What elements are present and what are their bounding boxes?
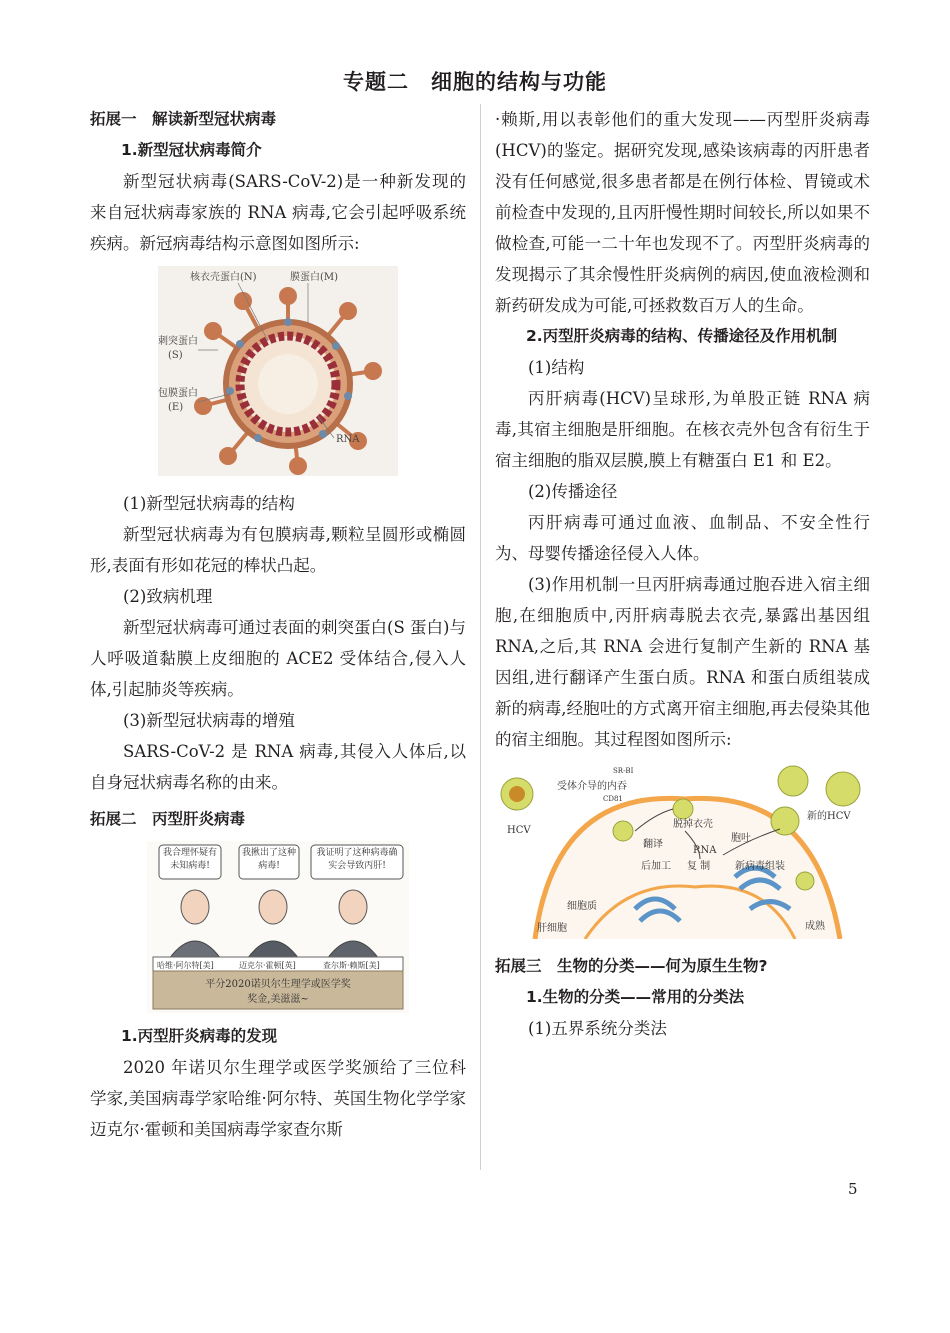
banner-line1: 平分2020诺贝尔生理学或医学奖 — [205, 979, 351, 990]
label-s-protein-abbr: (S) — [168, 350, 183, 361]
nobel-cartoon-svg — [147, 841, 409, 1013]
virus-structure-svg — [158, 266, 398, 476]
ext2-heading: 拓展二 丙型肝炎病毒 — [90, 810, 246, 828]
label-n-protein: 核衣壳蛋白(N) — [190, 272, 257, 283]
transmission-paragraph: 丙肝病毒可通过血液、血制品、不安全性行为、母婴传播途径侵入人体。 — [495, 513, 870, 563]
bubble-alter: 我合理怀疑有未知病毒! — [162, 848, 217, 871]
bubble-houghton: 我揪出了这种病毒! — [241, 848, 296, 871]
label-exocytosis: 胞吐 — [731, 833, 751, 844]
label-rna: RNA — [336, 434, 360, 445]
label-cd81: CD81 — [603, 795, 623, 803]
structure-paragraph: 丙肝病毒(HCV)呈球形,为单股正链 RNA 病毒,其宿主细胞是肝细胞。在核衣壳外包含有衍生于宿主细胞的脂双层膜,膜上有糖蛋白 E1 和 E2。 — [495, 389, 870, 470]
nobel-cartoon-figure — [147, 841, 409, 1013]
bubble-rice: 我证明了这种病毒确实会导致丙肝! — [316, 848, 398, 871]
label-e-protein-abbr: (E) — [168, 402, 184, 413]
banner-line2: 奖金,美滋滋~ — [247, 994, 309, 1005]
ext3-heading: 拓展三 生物的分类——何为原生生物? — [495, 957, 768, 975]
label-rna: RNA — [693, 845, 717, 856]
mechanism-paragraph: (3)作用机制一旦丙肝病毒通过胞吞进入宿主细胞,在细胞质中,丙肝病毒脱去衣壳,暴露出基因组 RNA,之后,其 RNA 会进行复制产生新的 RNA 基因组,进行翻译产生蛋白质。RNA 和蛋白质组装成新的病毒,经胞吐的方式离开宿主细胞,再去侵染其他的宿主细胞。其过程图如图所示: — [495, 575, 870, 749]
item1-title: (1)新型冠状病毒的结构 — [123, 494, 295, 513]
label-translation: 翻译 — [643, 839, 663, 850]
label-maturation: 成熟 — [805, 921, 825, 932]
hcv-structure-heading: 2.丙型肝炎病毒的结构、传播途径及作用机制 — [526, 327, 838, 345]
label-new-hcv: 新的HCV — [807, 811, 851, 822]
item2-paragraph: 新型冠状病毒可通过表面的刺突蛋白(S 蛋白)与人呼吸道黏膜上皮细胞的 ACE2 受体结合,侵入人体,引起肺炎等疾病。 — [90, 618, 466, 699]
page-title: 专题二 细胞的结构与功能 — [343, 70, 607, 94]
label-hcv: HCV — [507, 825, 531, 836]
hcv-lifecycle-figure — [495, 759, 870, 939]
hcv-discovery-continued: ·赖斯,用以表彰他们的重大发现——丙型肝炎病毒(HCV)的鉴定。据研究发现,感染该病毒的丙肝患者没有任何感觉,很多患者都是在例行体检、胃镜或术前检查中发现的,且丙肝慢性期时间较长,所以如果不做检查,可能一二十年也发现不了。丙型肝炎病毒的发现揭示了其余慢性肝炎病例的病因,使血液检测和新药研发成为可能,可拯救数百万人的生命。 — [495, 110, 870, 315]
item3-paragraph: SARS-CoV-2 是 RNA 病毒,其侵入人体后,以自身冠状病毒名称的由来。 — [90, 742, 466, 792]
label-virus-assembly: 新病毒组装 — [735, 861, 785, 872]
ext1-heading: 拓展一 解读新型冠状病毒 — [90, 110, 277, 128]
label-s-protein: 刺突蛋白 — [158, 336, 198, 347]
virus-core — [258, 354, 318, 414]
ext1-paragraph: 新型冠状病毒(SARS-CoV-2)是一种新发现的来自冠状病毒家族的 RNA 病毒,它会引起呼吸系统疾病。新冠病毒结构示意图如图所示: — [90, 172, 466, 253]
structure-title: (1)结构 — [528, 358, 585, 377]
ext2-subheading: 1.丙型肝炎病毒的发现 — [121, 1027, 278, 1045]
ext3-subheading: 1.生物的分类——常用的分类法 — [526, 988, 745, 1006]
hcv-lifecycle-svg — [495, 759, 870, 939]
item2-title: (2)致病机理 — [123, 587, 213, 606]
ext3-item1: (1)五界系统分类法 — [528, 1019, 667, 1038]
page-number: 5 — [848, 1180, 858, 1198]
label-receptor-endocytosis: 受体介导的内吞 — [557, 781, 627, 792]
label-srbi: SR-BI — [613, 767, 634, 775]
ext1-subheading: 1.新型冠状病毒简介 — [121, 141, 262, 159]
left-column — [90, 104, 466, 1145]
transmission-title: (2)传播途径 — [528, 482, 618, 501]
item3-title: (3)新型冠状病毒的增殖 — [123, 711, 295, 730]
item1-paragraph: 新型冠状病毒为有包膜病毒,颗粒呈圆形或椭圆形,表面有形如花冠的棒状凸起。 — [90, 525, 466, 575]
column-divider — [480, 104, 481, 1170]
label-e-protein: 包膜蛋白 — [158, 388, 198, 399]
hcv-core-icon — [509, 786, 525, 802]
label-post-processing: 后加工 — [641, 861, 671, 872]
ext2-paragraph: 2020 年诺贝尔生理学或医学奖颁给了三位科学家,美国病毒学家哈维·阿尔特、英国生物化学学家迈克尔·霍顿和美国病毒学家查尔斯 — [90, 1058, 466, 1139]
label-m-protein: 膜蛋白(M) — [290, 272, 339, 283]
label-liver-cell: 肝细胞 — [537, 923, 567, 934]
label-uncoating: 脱掉衣壳 — [673, 819, 713, 830]
label-replication: 复 制 — [687, 861, 711, 872]
name-alter: 哈维·阿尔特[美] — [157, 961, 214, 970]
label-cytoplasm: 细胞质 — [567, 901, 597, 912]
right-column — [495, 104, 870, 1044]
virus-structure-figure — [158, 266, 398, 476]
name-houghton: 迈克尔·霍顿[英] — [239, 961, 296, 970]
name-rice: 查尔斯·赖斯[美] — [323, 961, 380, 970]
